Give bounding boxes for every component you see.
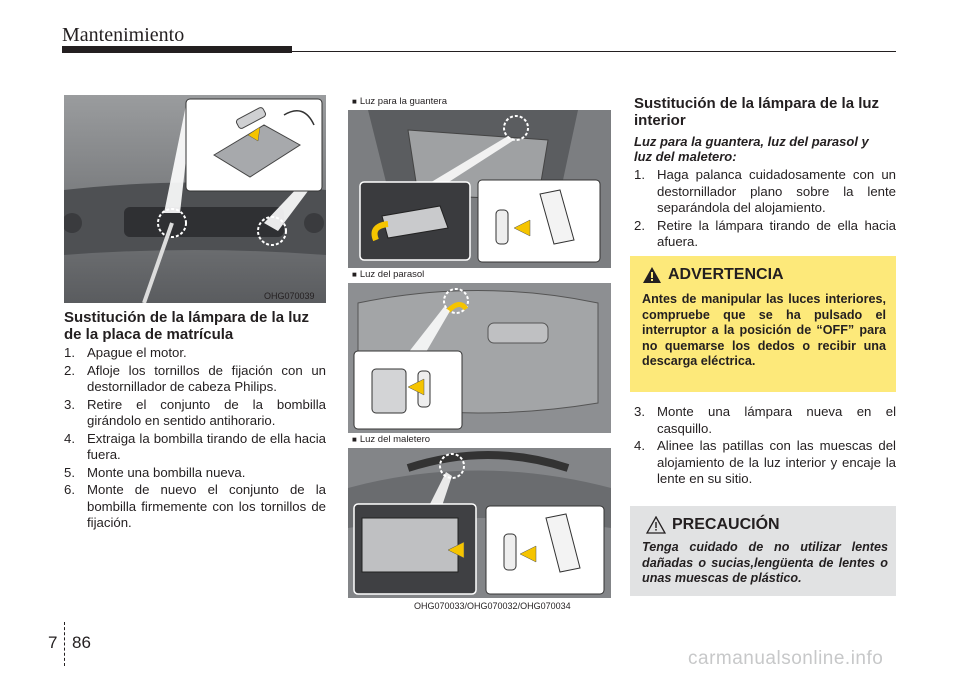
header-bar — [62, 46, 292, 53]
watermark-brand: carmanualsonline.info — [688, 648, 884, 669]
license-plate-lamp-drawing — [64, 95, 326, 303]
sunvisor-lamp-illustration — [348, 283, 611, 433]
trunk-lamp-illustration — [348, 448, 611, 598]
step-item: 2. Retire la lámpara tirando de ella hacia afuera. — [634, 217, 896, 249]
step-item: 6. Monte de nuevo el conjunto de la bombilla firmemente con los tornillos de fijación. — [64, 482, 326, 530]
step-item: 5. Monte una bombilla nueva. — [64, 464, 246, 480]
warning-box — [630, 256, 896, 392]
step-item: 2. Afloje los tornillos de fijación con un destornillador de cabeza Philips. — [64, 362, 326, 394]
license-plate-section-title: Sustitución de la lámpara de la luz de la placa de matrícula — [64, 309, 310, 343]
trunk-lamp-drawing — [348, 448, 611, 598]
step-item: 4. Alinee las patillas con las muescas del alojamiento de la luz interior y encaje la lente en su sitio. — [634, 438, 896, 486]
footer-page-number: 86 — [72, 633, 91, 652]
warning-text: Antes de manipular las luces interiores, compruebe que se ha pulsado el interruptor a la posición de “OFF” para no quemarse los dedos o recibir una descarga eléctrica. — [642, 292, 886, 368]
step-item: 3. Monte una lámpara nueva en el casquillo. — [634, 404, 896, 436]
step-item: 4. Extraiga la bombilla tirando de ella hacia fuera. — [64, 430, 326, 462]
trunk-caption: ■ Luz del maletero — [352, 434, 431, 445]
header-rule — [292, 51, 896, 52]
page-header-title: Mantenimiento — [62, 24, 185, 46]
sunvisor-lamp-drawing — [348, 283, 611, 433]
step-item: 3. Retire el conjunto de la bombilla girándolo en sentido antihorario. — [64, 396, 326, 428]
step-item: 1. Apague el motor. — [64, 345, 187, 360]
footer-separator — [64, 622, 66, 666]
interior-lamp-steps-b — [634, 404, 896, 489]
interior-lamp-subtitle: Luz para la guantera, luz del parasol y luz del maletero: — [634, 134, 869, 164]
footer-chapter: 7 — [48, 633, 58, 652]
interior-lamp-section-title: Sustitución de la lámpara de la luz interior — [634, 95, 880, 129]
warning-triangle-icon — [642, 266, 662, 284]
caution-triangle-icon — [646, 516, 666, 534]
license-plate-lamp-illustration — [64, 95, 326, 303]
middle-figure-code: OHG070033/OHG070032/OHG070034 — [414, 601, 571, 611]
step-item: 1. Haga palanca cuidadosamente con un destornillador plano sobre la lente separándola del alojamiento. — [634, 167, 896, 215]
caution-title: PRECAUCIÓN — [672, 516, 780, 533]
caution-box — [630, 506, 896, 596]
glovebox-caption: ■ Luz para la guantera — [352, 96, 447, 107]
interior-lamp-steps-a — [634, 167, 896, 252]
left-figure-code: OHG070039 — [264, 291, 315, 301]
sunvisor-caption: ■ Luz del parasol — [352, 269, 425, 280]
glovebox-lamp-drawing — [348, 110, 611, 268]
license-plate-steps — [64, 345, 326, 533]
caution-text: Tenga cuidado de no utilizar lentes dañadas o sucias,lengüenta de lentes o unas muescas de plástico. — [642, 540, 888, 585]
glovebox-lamp-illustration — [348, 110, 611, 268]
warning-title: ADVERTENCIA — [668, 266, 784, 283]
